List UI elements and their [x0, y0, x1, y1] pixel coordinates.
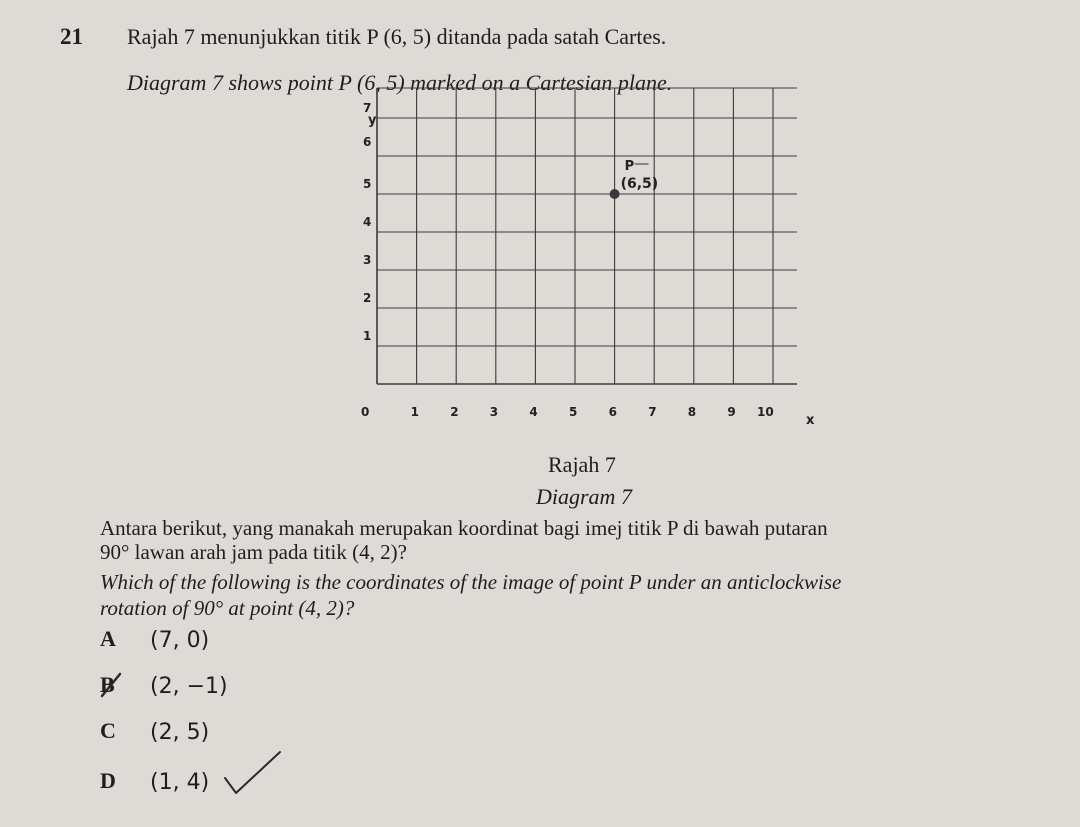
point-p-label: P	[624, 159, 635, 174]
y-tick-label: 1	[363, 329, 372, 343]
prompt-english-line2: rotation of 90° at point (4, 2)?	[100, 596, 355, 620]
y-tick-label: 4	[363, 215, 372, 229]
checkmark-icon	[222, 748, 284, 800]
option-value: (7, 0)	[150, 628, 210, 653]
option-letter: C	[100, 718, 116, 743]
question-text-malay: Rajah 7 menunjukkan titik P (6, 5) ditanda pada satah Cartes.	[127, 24, 667, 49]
grid-lines	[377, 88, 797, 384]
pen-slash-mark	[96, 670, 126, 700]
y-tick-label: 3	[363, 253, 372, 267]
option-letter: A	[100, 626, 116, 651]
x-tick-label: 3	[489, 405, 499, 419]
option-value: (1, 4)	[150, 770, 210, 795]
cartesian-plane	[340, 101, 830, 440]
x-tick-label: 2	[450, 405, 459, 419]
option-letter: D	[100, 768, 116, 793]
prompt-malay-line1: Antara berikut, yang manakah merupakan koordinat bagi imej titik P di bawah putaran	[100, 516, 828, 540]
diagram-caption-malay: Rajah 7	[548, 452, 616, 477]
diagram-caption-english: Diagram 7	[536, 484, 632, 509]
y-tick-label: 2	[363, 291, 372, 305]
prompt-malay-line2: 90° lawan arah jam pada titik (4, 2)?	[100, 540, 407, 564]
x-tick-label: 10	[757, 405, 774, 419]
tick-labels	[361, 101, 774, 419]
question-text-english: Diagram 7 shows point P (6, 5) marked on a Cartesian plane.	[127, 70, 673, 95]
x-tick-label: 4	[529, 405, 538, 419]
prompt-english-line1: Which of the following is the coordinates of the image of point P under an anticlockwise	[100, 570, 842, 594]
x-tick-label: 5	[569, 405, 578, 419]
y-tick-label: 7	[363, 101, 372, 115]
x-tick-label: 6	[608, 405, 617, 419]
x-tick-label: 7	[648, 405, 657, 419]
point-p-dot	[610, 189, 620, 199]
point-p-coordinates: (6,5)	[620, 176, 659, 192]
y-axis-label: y	[368, 113, 377, 128]
option-value: (2, −1)	[150, 674, 228, 699]
option-value: (2, 5)	[150, 720, 210, 745]
option-letter: B	[100, 672, 115, 697]
x-tick-label: 8	[687, 405, 697, 419]
y-tick-label: 6	[363, 135, 372, 149]
x-tick-label: 9	[727, 405, 736, 419]
x-tick-label: 1	[410, 405, 419, 419]
x-axis-label: x	[806, 413, 815, 428]
x-tick-label: 0	[361, 405, 370, 419]
question-number: 21	[60, 24, 83, 49]
y-tick-label: 5	[363, 177, 372, 191]
